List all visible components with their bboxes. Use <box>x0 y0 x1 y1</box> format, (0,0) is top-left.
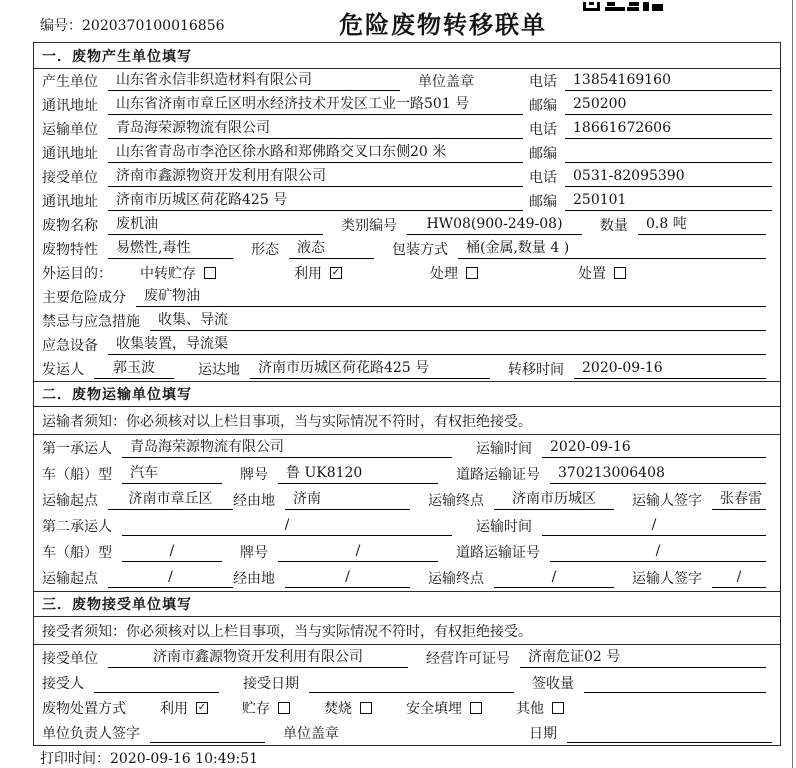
section2-header: 二．废物运输单位填写 <box>34 382 780 407</box>
first-carrier-label: 第一承运人 <box>42 441 112 457</box>
disposal-store-label: 贮存 <box>242 700 270 717</box>
transporter-notice-text: 你必须核对以上栏目事项，当与实际情况不符时，有权拒绝接受。 <box>126 413 532 430</box>
transfer-time-value: 2020-09-16 <box>574 359 766 379</box>
producer-address-value: 山东省济南市章丘区明水经济技术开发区工业一路501 号 <box>108 95 523 115</box>
transfer-time-label: 转移时间 <box>508 362 564 378</box>
producer-zip-value: 250200 <box>565 95 772 115</box>
purpose-option-treat <box>430 263 478 283</box>
receiver-phone-value: 0531-82095390 <box>565 167 772 187</box>
receiver-notice-text: 你必须核对以上栏目事项，当与实际情况不符时，有权拒绝接受。 <box>126 623 532 640</box>
emergency-measures-label: 禁忌与应急措施 <box>42 314 140 330</box>
page-edge-line <box>792 0 793 768</box>
transport-time1-value: 2020-09-16 <box>542 438 766 458</box>
transport-unit-label: 运输单位 <box>42 122 98 138</box>
route1-end-label: 运输终点 <box>428 493 484 509</box>
producer-phone-label: 电话 <box>529 74 557 90</box>
road-license2-label: 道路运输证号 <box>456 545 540 561</box>
receiver-phone-label: 电话 <box>529 170 557 186</box>
disposal-other-checkbox <box>552 702 564 714</box>
producer-address-label: 通讯地址 <box>42 98 98 114</box>
waste-code-value: HW08(900-249-08) <box>407 215 582 235</box>
manifest-form <box>33 42 781 746</box>
row-waste-props <box>34 237 780 261</box>
road-license1-value: 370213006408 <box>550 464 766 484</box>
transporter-notice <box>34 407 780 435</box>
signed-qty-value <box>584 673 766 693</box>
disposal-option-other <box>516 698 564 718</box>
receiver-address-value: 济南市历城区荷花路425 号 <box>108 191 523 211</box>
disposal-option-incinerate <box>324 698 372 718</box>
transport-address-value: 山东省青岛市李沧区徐水路和郑佛路交叉口东侧20 米 <box>108 143 523 163</box>
route2-start-value: / <box>108 568 233 588</box>
disposal-landfill-label: 安全填埋 <box>406 700 462 717</box>
purpose-option-dispose <box>578 263 626 283</box>
route1-via-label: 经由地 <box>233 493 275 509</box>
waste-qty-label: 数量 <box>600 218 628 234</box>
accepting-unit-value: 济南市鑫源物资开发利用有限公司 <box>108 648 408 668</box>
route2-sign-value: / <box>712 568 766 588</box>
waste-form-value: 液态 <box>289 239 374 259</box>
disposal-other-label: 其他 <box>516 700 544 717</box>
route2-end-value: / <box>494 568 614 588</box>
waste-pack-label: 包装方式 <box>392 242 448 258</box>
row-disposal-method <box>34 695 780 720</box>
receiver-notice-label: 接受者须知： <box>42 623 126 640</box>
accepting-unit-label: 接受单位 <box>42 650 98 667</box>
qr-code-partial-icon <box>583 0 663 16</box>
row-producer-unit <box>34 69 780 93</box>
disposal-incinerate-checkbox <box>360 702 372 714</box>
row-vehicle2 <box>34 539 780 565</box>
vehicle-type1-value: 汽车 <box>122 464 222 484</box>
shipper-value: 郭玉波 <box>94 359 174 379</box>
vehicle-type2-label: 车（船）型 <box>42 545 112 561</box>
disposal-use-checkbox <box>196 702 208 714</box>
print-time-label: 打印时间： <box>40 751 110 767</box>
purpose-transit-label: 中转贮存 <box>140 266 196 282</box>
plate1-value: 鲁 UK8120 <box>278 464 438 484</box>
purpose-treat-checkbox <box>466 267 478 279</box>
waste-name-label: 废物名称 <box>42 218 98 234</box>
page-title: 危险废物转移联单 <box>339 10 547 39</box>
producer-zip-label: 邮编 <box>529 98 557 114</box>
row-waste-name <box>34 213 780 237</box>
disposal-incinerate-label: 焚烧 <box>324 700 352 717</box>
transport-time2-value: / <box>542 516 766 536</box>
purpose-use-checkbox <box>330 267 342 279</box>
receiver-unit-value: 济南市鑫源物资开发利用有限公司 <box>108 167 523 187</box>
second-carrier-value: / <box>122 516 452 536</box>
receiver-notice <box>34 617 780 645</box>
responsible-signature-value <box>150 723 265 743</box>
producer-phone-value: 13854169160 <box>565 71 772 91</box>
print-time-value: 2020-09-16 10:49:51 <box>110 751 259 767</box>
purpose-use-label: 利用 <box>294 266 322 282</box>
row-second-carrier <box>34 513 780 539</box>
plate2-label: 牌号 <box>240 545 268 561</box>
transport-phone-value: 18661672606 <box>565 119 772 139</box>
route1-via-value: 济南 <box>285 490 410 510</box>
acceptor-value <box>94 673 219 693</box>
section-producer <box>34 43 780 381</box>
purpose-transit-checkbox <box>204 267 216 279</box>
unit-seal-label: 单位盖章 <box>418 74 474 90</box>
destination-label: 运达地 <box>198 362 240 378</box>
waste-code-label: 类别编号 <box>341 218 397 234</box>
transport-phone-label: 电话 <box>529 122 557 138</box>
row-hazard-component <box>34 285 780 309</box>
transport-time1-label: 运输时间 <box>476 441 532 457</box>
producer-unit-value: 山东省永信非织造材料有限公司 <box>108 71 400 91</box>
vehicle-type2-value: / <box>122 542 222 562</box>
row-shipper <box>34 357 780 381</box>
transport-unit-value: 青岛海荣源物流有限公司 <box>108 119 523 139</box>
section-receiver <box>34 591 780 745</box>
row-transport-unit <box>34 117 780 141</box>
transport-zip-value <box>565 143 772 163</box>
row-receiver-address <box>34 189 780 213</box>
waste-props-label: 废物特性 <box>42 242 98 258</box>
transport-zip-label: 邮编 <box>529 146 557 162</box>
row-receiver-unit <box>34 165 780 189</box>
emergency-equipment-value: 收集装置，导流渠 <box>108 335 766 355</box>
shipper-label: 发运人 <box>42 362 84 378</box>
waste-qty-value: 0.8 吨 <box>638 215 766 235</box>
row-emergency-measures <box>34 309 780 333</box>
receiver-zip-label: 邮编 <box>529 194 557 210</box>
purpose-treat-label: 处理 <box>430 266 458 282</box>
disposal-option-use <box>160 698 208 718</box>
route2-end-label: 运输终点 <box>428 571 484 587</box>
section1-header: 一．废物产生单位填写 <box>34 43 780 69</box>
disposal-use-label: 利用 <box>160 700 188 717</box>
receiver-address-label: 通讯地址 <box>42 194 98 210</box>
route1-end-value: 济南市历城区 <box>494 490 614 510</box>
row-acceptor <box>34 670 780 695</box>
permit-label: 经营许可证号 <box>426 650 510 667</box>
producer-unit-label: 产生单位 <box>42 74 98 90</box>
row-vehicle1 <box>34 461 780 487</box>
row-transfer-purpose <box>34 261 780 285</box>
emergency-measures-value: 收集、导流 <box>150 311 766 331</box>
vehicle-type1-label: 车（船）型 <box>42 467 112 483</box>
doc-number-label: 编号： <box>40 18 82 34</box>
route2-start-label: 运输起点 <box>42 571 98 587</box>
row-emergency-equipment <box>34 333 780 357</box>
section-transport <box>34 381 780 591</box>
route2-via-label: 经由地 <box>233 571 275 587</box>
hazard-component-label: 主要危险成分 <box>42 290 126 306</box>
disposal-method-label: 废物处置方式 <box>42 700 126 717</box>
row-responsible-signature <box>34 720 780 745</box>
transfer-purpose-label: 外运目的： <box>42 266 112 282</box>
disposal-store-checkbox <box>278 702 290 714</box>
transporter-notice-label: 运输者须知： <box>42 413 126 430</box>
plate2-value: / <box>278 542 438 562</box>
hazard-component-value: 废矿物油 <box>136 287 766 307</box>
unit-seal2-label: 单位盖章 <box>283 725 339 742</box>
sign-date-value <box>567 723 772 743</box>
transport-address-label: 通讯地址 <box>42 146 98 162</box>
accept-date-label: 接受日期 <box>243 675 299 692</box>
route1-sign-value: 张春雷 <box>712 490 766 510</box>
acceptor-label: 接受人 <box>42 675 84 692</box>
route1-start-label: 运输起点 <box>42 493 98 509</box>
route2-sign-label: 运输人签字 <box>632 571 702 587</box>
transport-time2-label: 运输时间 <box>476 519 532 535</box>
purpose-option-transit <box>140 263 216 283</box>
disposal-landfill-checkbox <box>470 702 482 714</box>
purpose-option-use <box>294 263 342 283</box>
row-transport-address <box>34 141 780 165</box>
second-carrier-label: 第二承运人 <box>42 519 112 535</box>
accept-date-value <box>309 673 514 693</box>
row-first-carrier <box>34 435 780 461</box>
row-route1 <box>34 487 780 513</box>
responsible-signature-label: 单位负责人签字 <box>42 725 140 742</box>
receiver-unit-label: 接受单位 <box>42 170 98 186</box>
road-license1-label: 道路运输证号 <box>456 467 540 483</box>
checkbox-mark: ✓ <box>197 701 207 713</box>
emergency-equipment-label: 应急设备 <box>42 338 98 354</box>
route1-sign-label: 运输人签字 <box>632 493 702 509</box>
permit-value: 济南危证02 号 <box>520 648 766 668</box>
purpose-dispose-checkbox <box>614 267 626 279</box>
receiver-zip-value: 250101 <box>565 191 772 211</box>
disposal-option-landfill <box>406 698 482 718</box>
plate1-label: 牌号 <box>240 467 268 483</box>
destination-value: 济南市历城区荷花路425 号 <box>250 359 490 379</box>
signed-qty-label: 签收量 <box>532 675 574 692</box>
waste-form-label: 形态 <box>251 242 279 258</box>
disposal-option-store <box>242 698 290 718</box>
row-route2 <box>34 565 780 591</box>
doc-number <box>40 15 225 35</box>
doc-number-value: 2020370100016856 <box>82 18 225 34</box>
route1-start-value: 济南市章丘区 <box>108 490 233 510</box>
first-carrier-value: 青岛海荣源物流有限公司 <box>122 438 452 458</box>
waste-props-value: 易燃性,毒性 <box>108 239 233 259</box>
waste-pack-value: 桶(金属,数量 4 ) <box>458 239 766 259</box>
sign-date-label: 日期 <box>529 725 557 742</box>
road-license2-value: / <box>550 542 766 562</box>
route2-via-value: / <box>285 568 410 588</box>
print-time <box>40 748 258 768</box>
section3-header: 三．废物接受单位填写 <box>34 592 780 617</box>
row-accepting-unit <box>34 645 780 670</box>
checkbox-mark: ✓ <box>331 267 341 278</box>
purpose-dispose-label: 处置 <box>578 266 606 282</box>
waste-name-value: 废机油 <box>108 215 323 235</box>
row-producer-address <box>34 93 780 117</box>
